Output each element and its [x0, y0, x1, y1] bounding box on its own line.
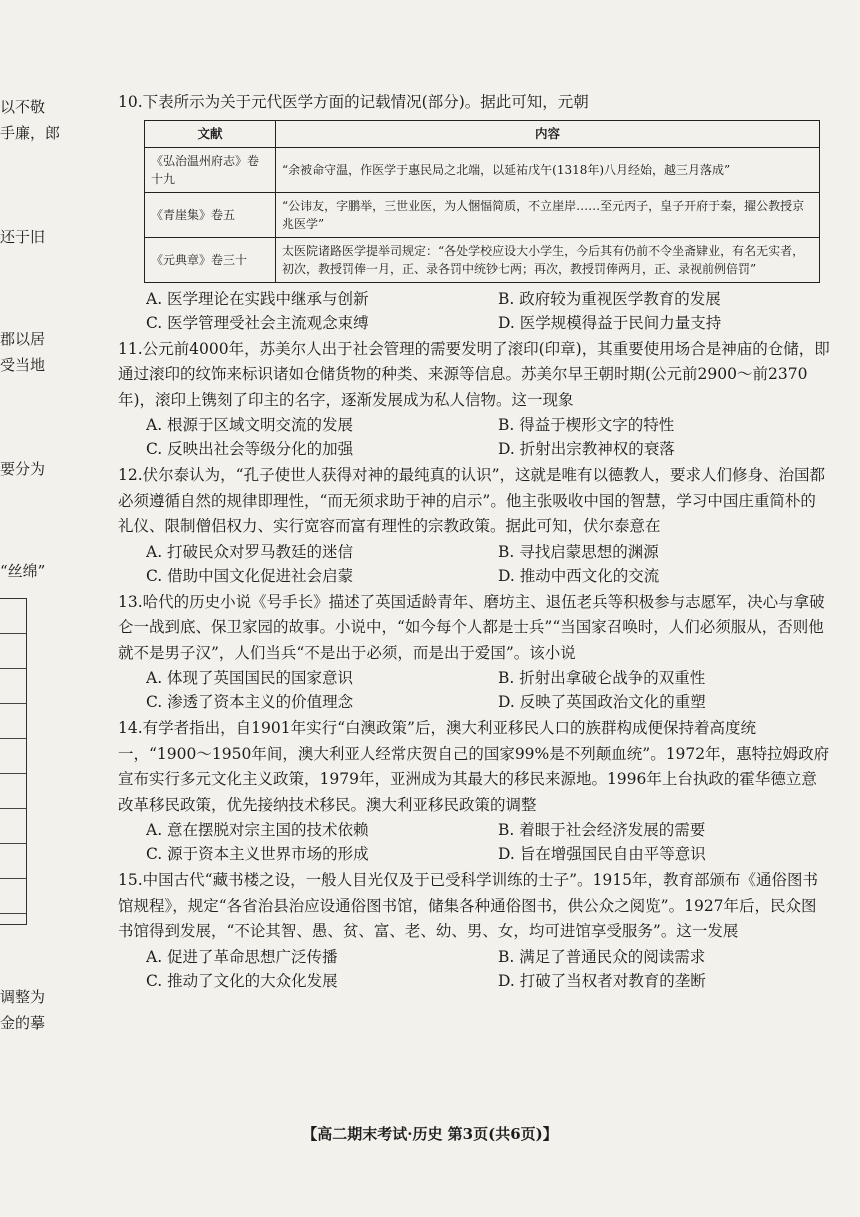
option-c[interactable]: C. 源于资本主义世界市场的形成 — [146, 845, 369, 863]
question-11-options — [118, 413, 830, 461]
margin-fragment: 金的摹 — [0, 1014, 46, 1032]
question-13 — [118, 590, 830, 715]
option-b[interactable]: B. 寻找启蒙思想的渊源 — [498, 542, 659, 561]
option-a[interactable]: A. 意在摆脱对宗主国的技术依赖 — [146, 821, 369, 839]
question-12 — [118, 463, 830, 588]
question-14-options — [118, 818, 830, 866]
margin-fragment: 还于旧 — [0, 228, 46, 246]
option-d[interactable]: D. 反映了英国政治文化的重塑 — [498, 693, 706, 711]
question-15 — [118, 868, 830, 993]
row-source: 《元典章》卷三十 — [145, 237, 276, 282]
margin-fragment: 手廉，郎 — [0, 124, 61, 142]
row-content: “公讳友，字鹏举，三世业医，为人悃愊简质，不立崖岸……至元丙子，皇子开府于秦，擢公教授京兆医学” — [276, 192, 820, 237]
margin-fragment: 郡以居 — [0, 330, 46, 348]
row-content: 太医院诸路医学提举司规定：“各处学校应设大小学生，今后其有仍前不令坐斋肄业，有名无实者，初次，教授罚俸一月，正、录各罚中统钞七两；再次，教授罚俸两月，正、录视前例倍罚” — [276, 237, 820, 282]
margin-fragment: 调整为 — [0, 988, 46, 1006]
option-a[interactable]: A. 促进了革命思想广泛传播 — [146, 947, 338, 966]
option-a[interactable]: A. 根源于区域文明交流的发展 — [146, 416, 354, 434]
option-b[interactable]: B. 满足了普通民众的阅读需求 — [498, 947, 706, 966]
option-b[interactable]: B. 着眼于社会经济发展的需要 — [498, 821, 706, 839]
option-c[interactable]: C. 渗透了资本主义的价值理念 — [146, 693, 354, 711]
question-12-stem: 12.伏尔泰认为，“孔子使世人获得对神的最纯真的认识”，这就是唯有以德教人，要求人们修身、治国都必须遵循自然的规律即理性，“而无须求助于神的启示”。他主张吸收中国的智慧，学习中国庄重简朴的礼仪、限制僧侣权力、实行宽容而富有理性的宗教政策。据此可知，伏尔泰意在 — [118, 466, 826, 535]
margin-fragment: 受当地 — [0, 356, 46, 374]
option-a[interactable]: A. 体现了英国国民的国家意识 — [146, 669, 354, 687]
option-c[interactable]: C. 推动了文化的大众化发展 — [146, 971, 338, 990]
question-14 — [118, 716, 830, 866]
option-d[interactable]: D. 打破了当权者对教育的垄断 — [498, 971, 706, 990]
option-c[interactable]: C. 医学管理受社会主流观念束缚 — [146, 313, 369, 332]
question-13-options — [118, 666, 830, 714]
margin-fragment: 要分为 — [0, 460, 46, 478]
header-content: 内容 — [276, 120, 820, 147]
left-margin-table-fragment — [0, 598, 27, 925]
option-c[interactable]: C. 反映出社会等级分化的加强 — [146, 440, 354, 458]
table-row — [145, 147, 820, 192]
option-b[interactable]: B. 政府较为重视医学教育的发展 — [498, 289, 721, 308]
option-a[interactable]: A. 打破民众对罗马教廷的迷信 — [146, 542, 354, 561]
option-d[interactable]: D. 旨在增强国民自由平等意识 — [498, 845, 706, 863]
table-row — [145, 237, 820, 282]
table-header-row — [145, 120, 820, 147]
header-source: 文献 — [145, 120, 276, 147]
question-11 — [118, 337, 830, 462]
medical-records-table — [144, 120, 820, 283]
table-row — [145, 192, 820, 237]
question-13-stem: 13.哈代的历史小说《号手长》描述了英国适龄青年、磨坊主、退伍老兵等积极参与志愿军，决心与拿破仑一战到底、保卫家园的故事。小说中，“如今每个人都是士兵”“当国家召唤时，人们必须服从，否则他就不是男子汉”，人们当兵“不是出于必须，而是出于爱国”。该小说 — [118, 592, 825, 662]
question-10 — [118, 90, 830, 335]
option-b[interactable]: B. 折射出拿破仑战争的双重性 — [498, 669, 706, 687]
question-10-stem: 10.下表所示为关于元代医学方面的记载情况(部分)。据此可知，元朝 — [118, 93, 589, 111]
page-footer: 【高二期末考试·历史 第3页(共6页)】 — [302, 1125, 558, 1143]
question-15-stem: 15.中国古代“藏书楼之设，一般人目光仅及于已受科学训练的士子”。1915年，教育部颁布《通俗图书馆规程》，规定“各省治县治应设通俗图书馆，储集各种通俗图书，供公众之阅览”。1927年后，民众图书馆得到发展，“不论其智、愚、贫、富、老、幼、男、女，均可进馆享受服务”。这一发展 — [118, 871, 818, 940]
option-d[interactable]: D. 折射出宗教神权的衰落 — [498, 440, 675, 458]
option-c[interactable]: C. 借助中国文化促进社会启蒙 — [146, 566, 354, 585]
row-content: “余被命守温，作医学于惠民局之北端，以延祐戊午(1318年)八月经始，越三月落成” — [276, 147, 820, 192]
question-14-stem: 14.有学者指出，自1901年实行“白澳政策”后，澳大利亚移民人口的族群构成便保持着高度统一，“1900～1950年间，澳大利亚人经常庆贺自己的国家99%是不列颠血统”。1972年，惠特拉姆政府宣布实行多元文化主义政策，1979年，亚洲成为其最大的移民来源地。1996年上台执政的霍华德立意改革移民政策，优先接纳技术移民。澳大利亚移民政策的调整 — [118, 719, 830, 814]
margin-fragment: 以不敬 — [0, 98, 46, 116]
option-a[interactable]: A. 医学理论在实践中继承与创新 — [146, 289, 369, 308]
option-d[interactable]: D. 医学规模得益于民间力量支持 — [498, 313, 722, 332]
option-d[interactable]: D. 推动中西文化的交流 — [498, 566, 660, 585]
margin-fragment: “丝绵” — [0, 562, 46, 580]
question-12-options — [118, 540, 830, 588]
row-source: 《青崖集》卷五 — [145, 192, 276, 237]
question-15-options — [118, 945, 830, 993]
option-b[interactable]: B. 得益于楔形文字的特性 — [498, 416, 675, 434]
question-11-stem: 11.公元前4000年，苏美尔人出于社会管理的需要发明了滚印(印章)，其重要使用场合是神庙的仓储，即通过滚印的纹饰来标识诸如仓储货物的种类、来源等信息。苏美尔早王朝时期(公元前2900～前2370年)，滚印上镌刻了印主的名字，逐渐发展成为私人信物。这一现象 — [118, 339, 830, 409]
row-source: 《弘治温州府志》卷十九 — [145, 147, 276, 192]
question-10-options — [118, 287, 830, 335]
questions — [118, 90, 830, 995]
